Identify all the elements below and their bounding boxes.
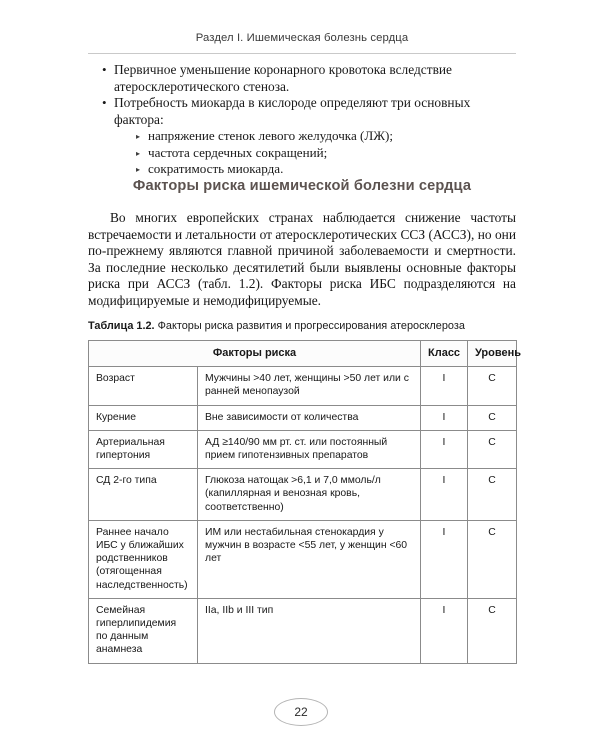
table-caption-label: Таблица 1.2. [88, 320, 155, 332]
sub-bullet-list [114, 128, 520, 177]
cell-level: C [468, 598, 517, 663]
cell-class: I [421, 405, 468, 430]
section-heading: Факторы риска ишемической болезни сердца [132, 178, 472, 194]
bullet-marker-icon: • [102, 95, 107, 111]
table-row [89, 598, 517, 663]
cell-description: Глюкоза натощак >6,1 и 7,0 ммоль/л (капиллярная и венозная кровь, соответственно) [198, 469, 421, 521]
cell-factor: Семейная гиперлипидемия по данным анамнеза [89, 598, 198, 663]
cell-class: I [421, 520, 468, 598]
cell-class: I [421, 469, 468, 521]
column-header-factors: Факторы риска [89, 341, 421, 367]
cell-level: C [468, 469, 517, 521]
column-header-level: Уровень [468, 341, 517, 367]
cell-description: IIa, IIb и III тип [198, 598, 421, 663]
table-row [89, 367, 517, 405]
body-paragraph: Во многих европейских странах наблюдается снижение частоты встречаемости и летальности от атеросклеротических ССЗ (АССЗ), но они по-прежнему являются главной причиной заболеваемости и смертности. За последние несколько десятилетий были выявлены основные факторы риска при АССЗ (табл. 1.2). Факторы риска ИБС подразделяются на модифицируемые и немодифицируемые. [88, 210, 516, 308]
sub-list-item-text: сократимость миокарда. [148, 161, 284, 177]
page-number-text: 22 [294, 705, 308, 719]
triangle-bullet-icon: ▸ [136, 165, 141, 175]
cell-factor: Курение [89, 405, 198, 430]
cell-level: C [468, 520, 517, 598]
risk-factors-table-wrapper [88, 340, 522, 664]
sub-list-item-text: частота сердечных сокращений; [148, 144, 328, 160]
table-caption [88, 320, 528, 332]
triangle-bullet-icon: ▸ [136, 132, 141, 142]
bullet-list [100, 62, 520, 178]
table-row [89, 469, 517, 521]
cell-description: АД ≥140/90 мм рт. ст. или постоянный прием гипотензивных препаратов [198, 430, 421, 468]
bullet-marker-icon: • [102, 62, 107, 77]
list-item-text: Первичное уменьшение коронарного кровотока вследствие атеросклеротического стеноза. [114, 62, 453, 94]
cell-description: ИМ или нестабильная стенокардия у мужчин в возрасте <55 лет, у женщин <60 лет [198, 520, 421, 598]
list-item [100, 95, 520, 177]
triangle-bullet-icon: ▸ [136, 148, 141, 158]
header-rule [88, 53, 516, 54]
cell-description: Мужчины >40 лет, женщины >50 лет или с ранней менопаузой [198, 367, 421, 405]
running-head: Раздел I. Ишемическая болезнь сердца [195, 32, 409, 44]
cell-factor: Артериальная гипертония [89, 430, 198, 468]
cell-factor: СД 2-го типа [89, 469, 198, 521]
list-item-text: Потребность миокарда в кислороде определяют три основных фактора: [114, 95, 471, 127]
cell-class: I [421, 598, 468, 663]
sub-list-item [136, 145, 520, 161]
table-row [89, 405, 517, 430]
column-header-class: Класс [421, 341, 468, 367]
sub-list-item [136, 128, 520, 144]
table-row [89, 520, 517, 598]
cell-factor: Возраст [89, 367, 198, 405]
risk-factors-table [88, 340, 522, 664]
table-caption-text: Факторы риска развития и прогрессирования атеросклероза [154, 320, 465, 332]
list-item [100, 62, 520, 95]
page-number [274, 698, 328, 726]
cell-description: Вне зависимости от количества [198, 405, 421, 430]
cell-class: I [421, 367, 468, 405]
table-row [89, 430, 517, 468]
sub-list-item-text: напряжение стенок левого желудочка (ЛЖ); [148, 128, 394, 144]
cell-factor: Раннее начало ИБС у ближайших родственников (отягощенная наследственность) [89, 520, 198, 598]
cell-level: C [468, 367, 517, 405]
cell-class: I [421, 430, 468, 468]
cell-level: C [468, 405, 517, 430]
sub-list-item [136, 161, 520, 177]
cell-level: C [468, 430, 517, 468]
table-header-row [89, 341, 517, 367]
